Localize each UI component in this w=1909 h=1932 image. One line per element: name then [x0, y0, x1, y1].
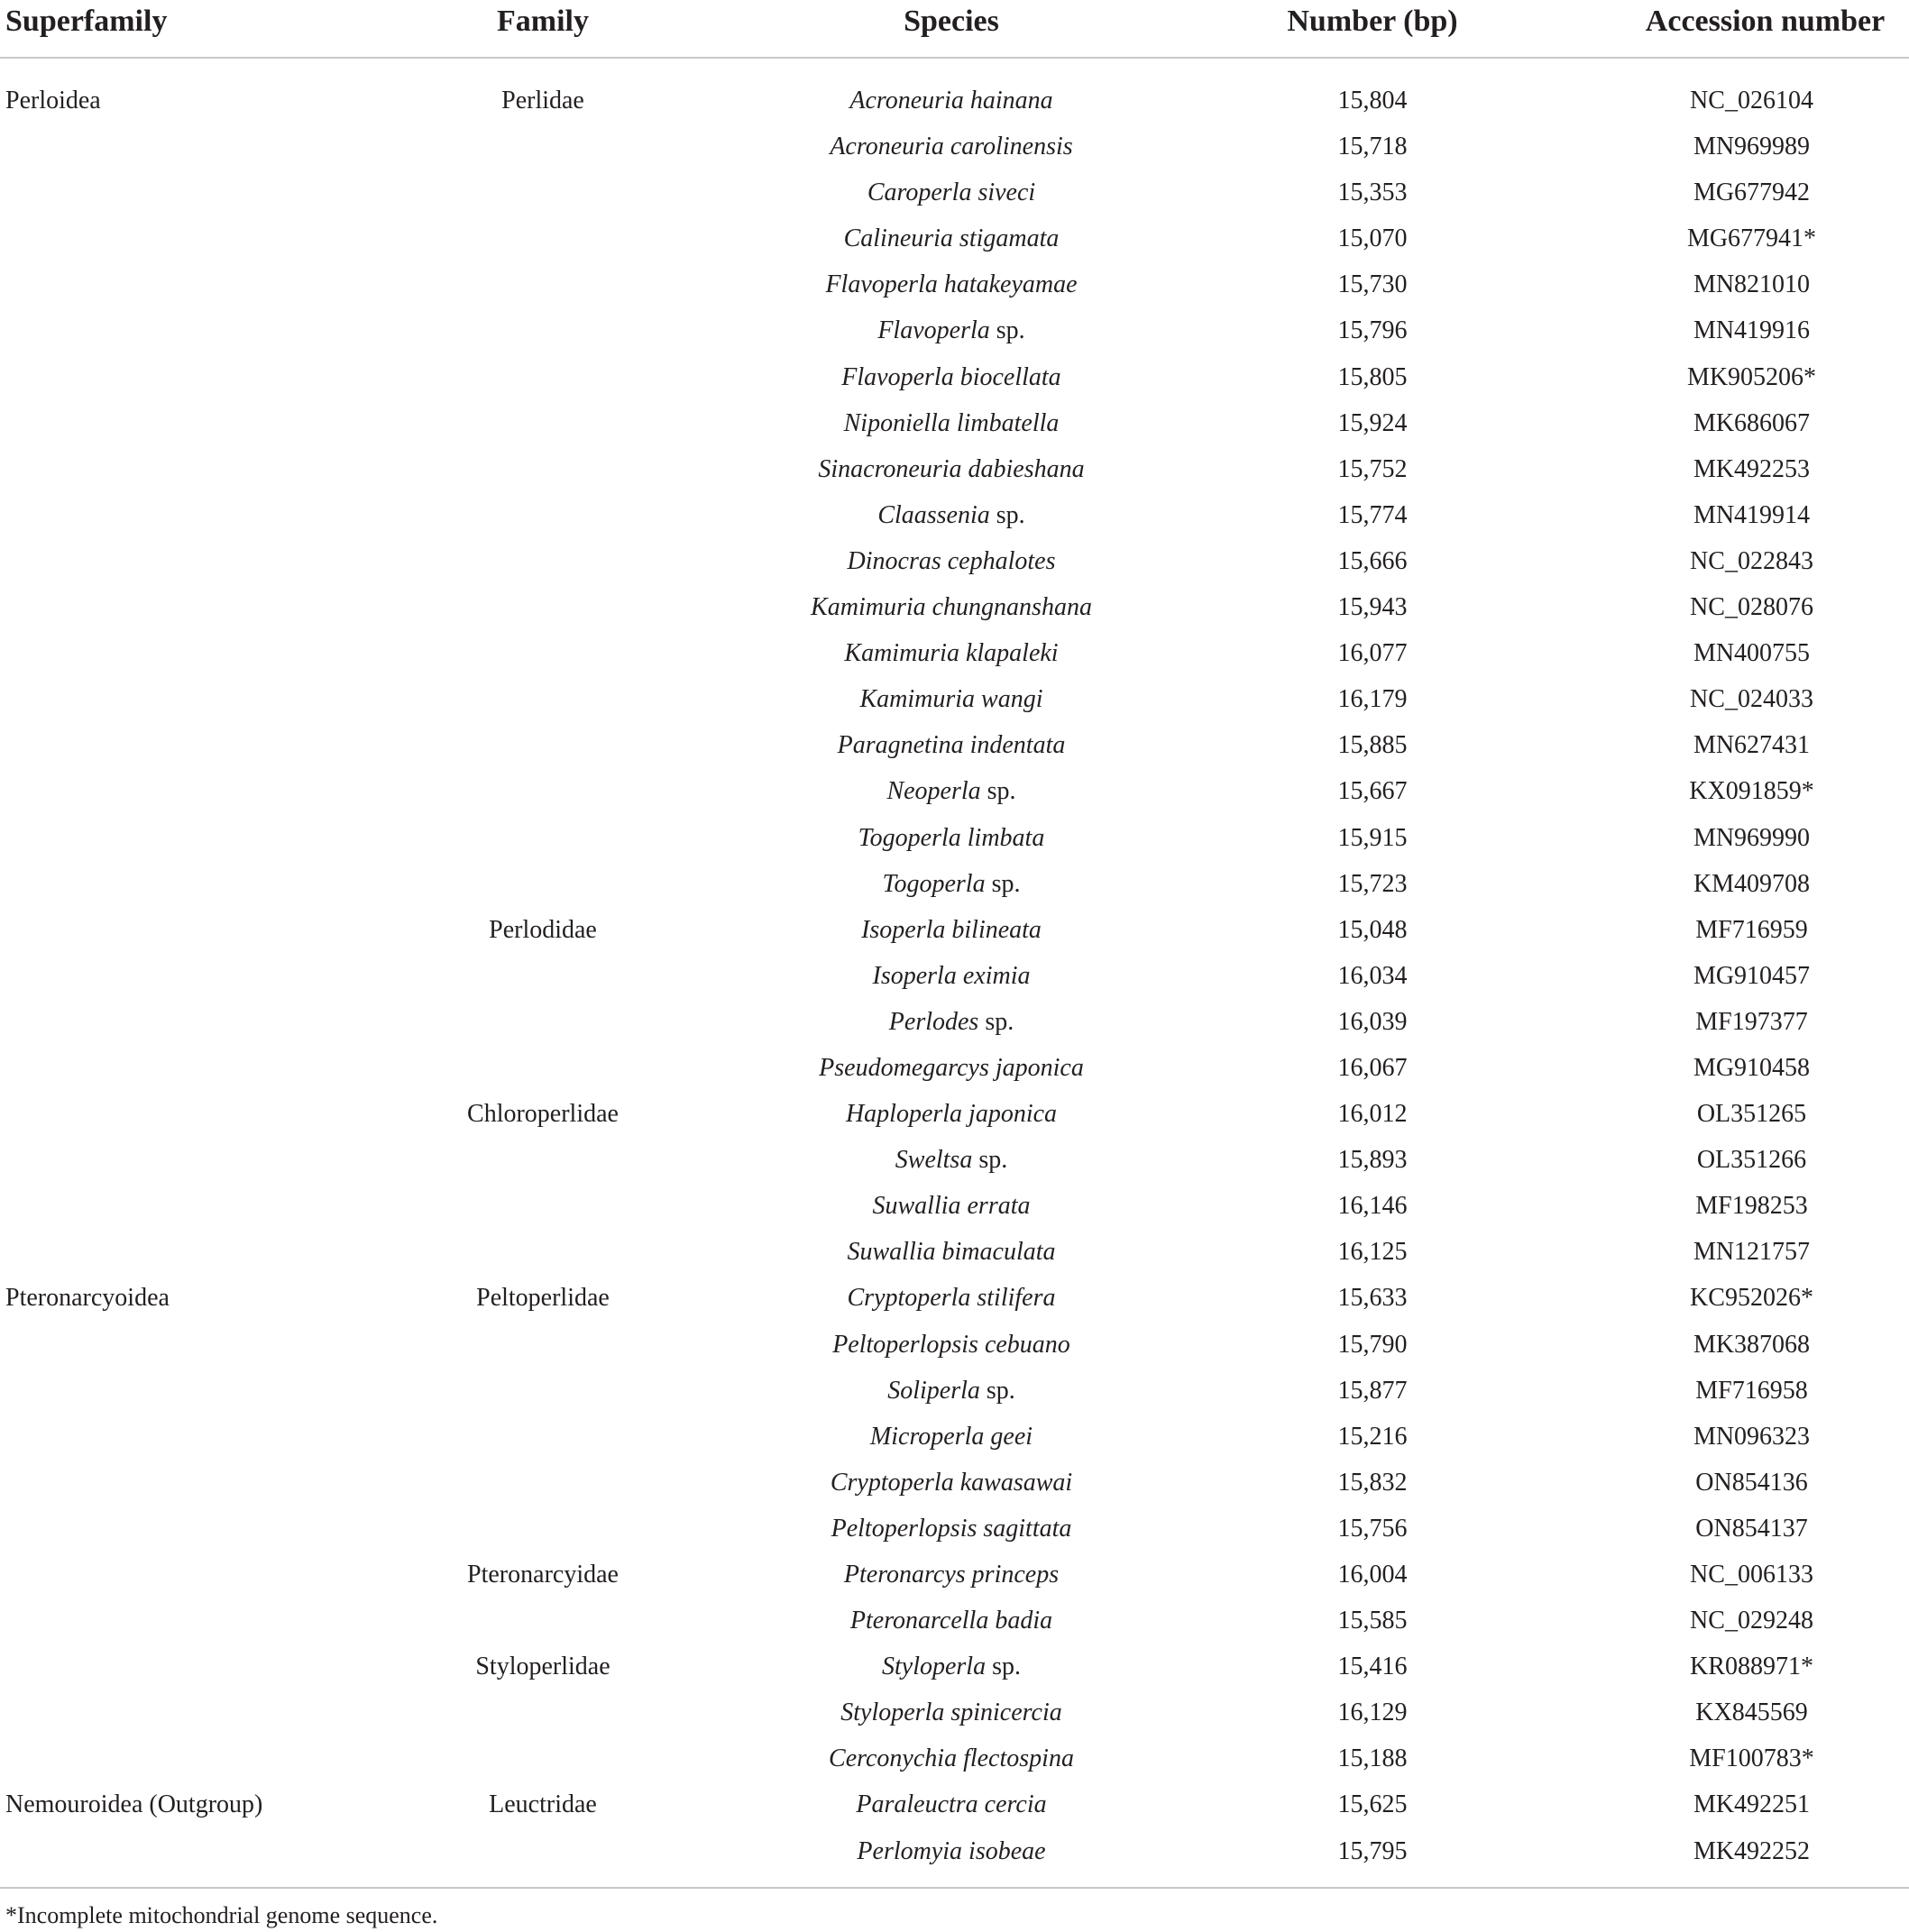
table-row — [0, 676, 1909, 722]
cell-number-bp: 16,004 — [1337, 1561, 1408, 1589]
species-name: Isoperla eximia — [872, 961, 1031, 990]
cell-accession: NC_029248 — [1690, 1607, 1813, 1635]
cell-accession: MN969990 — [1693, 823, 1811, 852]
cell-species — [752, 169, 1151, 215]
cell-accession: OL351266 — [1696, 1146, 1807, 1175]
cell-accession: KX845569 — [1695, 1699, 1808, 1727]
table-row — [0, 1322, 1909, 1368]
table-row — [0, 630, 1909, 676]
cell-number-bp: 15,216 — [1337, 1422, 1408, 1451]
cell-species — [752, 815, 1151, 861]
species-suffix: sp. — [979, 1376, 1015, 1405]
species-name: Sweltsa — [895, 1146, 973, 1175]
cell-number-bp: 15,666 — [1337, 546, 1408, 575]
cell-accession: MF197377 — [1695, 1007, 1808, 1036]
cell-number-bp: 15,625 — [1337, 1790, 1408, 1819]
table-row — [0, 1091, 1909, 1137]
cell-species — [752, 1414, 1151, 1460]
cell-accession: MK686067 — [1693, 408, 1811, 437]
species-name: Neoperla — [886, 777, 981, 806]
species-name: Perlodes — [888, 1007, 979, 1036]
table-row — [0, 1689, 1909, 1735]
cell-accession: MN400755 — [1693, 639, 1811, 668]
cell-species — [752, 1045, 1151, 1091]
species-suffix: sp. — [989, 500, 1025, 529]
table-row — [0, 1368, 1909, 1414]
cell-accession: MG677941* — [1686, 224, 1817, 253]
cell-accession: MK492253 — [1693, 454, 1811, 483]
species-suffix: sp. — [986, 1653, 1021, 1681]
species-name: Haploperla japonica — [845, 1100, 1058, 1129]
cell-accession: NC_028076 — [1690, 593, 1813, 622]
cell-species — [752, 1828, 1151, 1874]
cell-accession: NC_022843 — [1690, 546, 1813, 575]
cell-species — [752, 722, 1151, 768]
cell-species — [752, 261, 1151, 307]
cell-family: Perlodidae — [489, 915, 597, 944]
table-row — [0, 78, 1909, 124]
species-name: Flavoperla biocellata — [841, 362, 1061, 391]
cell-accession: MK905206* — [1686, 362, 1817, 391]
header-family: Family — [497, 5, 589, 38]
cell-number-bp: 16,146 — [1337, 1192, 1408, 1221]
cell-number-bp: 15,790 — [1337, 1330, 1408, 1359]
cell-species — [752, 1598, 1151, 1644]
header-number: Number (bp) — [1287, 5, 1458, 38]
cell-family: Pteronarcyidae — [467, 1561, 619, 1589]
table-row — [0, 1598, 1909, 1644]
cell-species — [752, 1091, 1151, 1137]
species-name: Claassenia — [877, 500, 990, 529]
species-name: Pseudomegarcys japonica — [819, 1053, 1084, 1082]
cell-accession: MF716959 — [1695, 915, 1808, 944]
cell-species — [752, 538, 1151, 584]
cell-accession: ON854136 — [1695, 1468, 1808, 1497]
cell-superfamily: Pteronarcyoidea — [5, 1284, 170, 1313]
species-name: Flavoperla — [877, 316, 990, 345]
species-name: Isoperla bilineata — [861, 915, 1042, 944]
cell-species — [752, 1735, 1151, 1781]
cell-species — [752, 1137, 1151, 1183]
header-species: Species — [904, 5, 999, 38]
species-name: Calineuria stigamata — [843, 224, 1060, 253]
header-accession: Accession number — [1645, 5, 1886, 38]
cell-species — [752, 1506, 1151, 1552]
species-name: Styloperla spinicercia — [840, 1699, 1062, 1727]
species-suffix: sp. — [985, 869, 1021, 898]
cell-superfamily: Perloidea — [5, 87, 101, 114]
species-suffix: sp. — [978, 1007, 1014, 1036]
cell-species — [752, 861, 1151, 907]
cell-species — [752, 1460, 1151, 1506]
cell-number-bp: 15,804 — [1337, 87, 1408, 114]
cell-number-bp: 16,067 — [1337, 1053, 1408, 1082]
species-name: Togoperla limbata — [858, 823, 1045, 852]
cell-number-bp: 15,877 — [1337, 1376, 1408, 1405]
table-row — [0, 953, 1909, 999]
cell-number-bp: 15,796 — [1337, 316, 1408, 345]
cell-accession: KC952026* — [1690, 1284, 1813, 1313]
cell-species — [752, 1183, 1151, 1229]
cell-species — [752, 1368, 1151, 1414]
cell-accession: NC_006133 — [1690, 1561, 1813, 1589]
cell-superfamily: Nemouroidea (Outgroup) — [5, 1790, 263, 1819]
cell-accession: MN121757 — [1693, 1238, 1811, 1267]
cell-accession: MF716958 — [1695, 1376, 1808, 1405]
cell-number-bp: 15,832 — [1337, 1468, 1408, 1497]
species-name: Kamimuria wangi — [859, 685, 1043, 714]
cell-number-bp: 15,943 — [1337, 593, 1408, 622]
table-row — [0, 999, 1909, 1045]
cell-number-bp: 15,070 — [1337, 224, 1408, 253]
table-row — [0, 307, 1909, 353]
species-name: Paraleuctra cercia — [856, 1790, 1047, 1819]
cell-number-bp: 16,129 — [1337, 1699, 1408, 1727]
cell-family: Leuctridae — [489, 1790, 597, 1819]
cell-accession: NC_024033 — [1690, 685, 1813, 714]
table-row — [0, 1735, 1909, 1781]
cell-number-bp: 15,718 — [1337, 133, 1408, 161]
species-suffix: sp. — [980, 777, 1016, 806]
species-name: Microperla geei — [869, 1422, 1033, 1451]
cell-number-bp: 15,353 — [1337, 179, 1408, 207]
species-name: Pteronarcys princeps — [843, 1561, 1060, 1589]
table-header — [0, 0, 1909, 40]
header-divider — [0, 57, 1909, 59]
species-name: Niponiella limbatella — [843, 408, 1060, 437]
cell-family: Perlidae — [501, 87, 584, 114]
cell-number-bp: 15,893 — [1337, 1146, 1408, 1175]
cell-species — [752, 630, 1151, 676]
cell-accession: MN419916 — [1693, 316, 1811, 345]
cell-number-bp: 16,039 — [1337, 1007, 1408, 1036]
cell-species — [752, 1229, 1151, 1275]
species-name: Peltoperlopsis cebuano — [832, 1330, 1070, 1359]
cell-accession: MN969989 — [1693, 133, 1811, 161]
cell-species — [752, 446, 1151, 492]
species-name: Dinocras cephalotes — [847, 546, 1056, 575]
cell-number-bp: 15,805 — [1337, 362, 1408, 391]
cell-accession: MF100783* — [1689, 1744, 1814, 1773]
header-superfamily: Superfamily — [5, 5, 168, 38]
species-name: Perlomyia isobeae — [857, 1836, 1046, 1865]
cell-accession: KX091859* — [1689, 777, 1814, 806]
table-row — [0, 907, 1909, 953]
cell-species — [752, 1552, 1151, 1598]
cell-accession: MK492251 — [1693, 1790, 1811, 1819]
table-row — [0, 261, 1909, 307]
species-name: Togoperla — [882, 869, 986, 898]
cell-species — [752, 676, 1151, 722]
cell-species — [752, 400, 1151, 446]
species-name: Suwallia errata — [872, 1192, 1031, 1221]
cell-species — [752, 953, 1151, 999]
cell-species — [752, 907, 1151, 953]
cell-accession: MG677942 — [1693, 179, 1811, 207]
table-row — [0, 1781, 1909, 1827]
table-row — [0, 584, 1909, 630]
cell-accession: MN821010 — [1693, 270, 1811, 299]
species-name: Pteronarcella badia — [849, 1607, 1053, 1635]
cell-number-bp: 15,795 — [1337, 1836, 1408, 1865]
table-row — [0, 169, 1909, 215]
cell-accession: MN627431 — [1693, 731, 1811, 760]
table-row — [0, 492, 1909, 538]
table-row — [0, 124, 1909, 169]
table-bottom-divider — [0, 1887, 1909, 1889]
cell-species — [752, 1689, 1151, 1735]
table-row — [0, 215, 1909, 261]
cell-number-bp: 15,416 — [1337, 1653, 1408, 1681]
table-row — [0, 861, 1909, 907]
table-row — [0, 1460, 1909, 1506]
table-row — [0, 354, 1909, 400]
species-name: Acroneuria hainana — [849, 87, 1053, 114]
cell-species — [752, 1322, 1151, 1368]
species-name: Peltoperlopsis sagittata — [831, 1514, 1072, 1543]
cell-species — [752, 584, 1151, 630]
species-name: Paragnetina indentata — [837, 731, 1066, 760]
table-row — [0, 1644, 1909, 1689]
cell-species — [752, 768, 1151, 814]
species-name: Acroneuria carolinensis — [830, 133, 1073, 161]
table-row — [0, 538, 1909, 584]
cell-species — [752, 999, 1151, 1045]
cell-species — [752, 1781, 1151, 1827]
cell-species — [752, 124, 1151, 169]
cell-number-bp: 15,756 — [1337, 1514, 1408, 1543]
table-row — [0, 768, 1909, 814]
species-name: Sinacroneuria dabieshana — [818, 454, 1085, 483]
cell-accession: KR088971* — [1690, 1653, 1813, 1681]
table-row — [0, 1506, 1909, 1552]
cell-number-bp: 16,077 — [1337, 639, 1408, 668]
species-name: Suwallia bimaculata — [847, 1238, 1056, 1267]
table-row — [0, 1137, 1909, 1183]
cell-accession: MN096323 — [1693, 1422, 1811, 1451]
cell-number-bp: 15,188 — [1337, 1744, 1408, 1773]
cell-number-bp: 15,723 — [1337, 869, 1408, 898]
table-row — [0, 1275, 1909, 1321]
cell-family: Styloperlidae — [475, 1653, 610, 1681]
cell-number-bp: 15,633 — [1337, 1284, 1408, 1313]
cell-species — [752, 354, 1151, 400]
cell-species — [752, 492, 1151, 538]
cell-accession: NC_026104 — [1690, 87, 1813, 114]
cell-accession: ON854137 — [1695, 1514, 1808, 1543]
species-suffix: sp. — [989, 316, 1025, 345]
cell-species — [752, 78, 1151, 124]
cell-number-bp: 15,048 — [1337, 915, 1408, 944]
cell-accession: MG910458 — [1693, 1053, 1811, 1082]
cell-number-bp: 15,885 — [1337, 731, 1408, 760]
species-name: Styloperla — [882, 1653, 987, 1681]
cell-family: Chloroperlidae — [467, 1100, 619, 1129]
cell-number-bp: 16,034 — [1337, 961, 1408, 990]
cell-number-bp: 16,179 — [1337, 685, 1408, 714]
cell-accession: MG910457 — [1693, 961, 1811, 990]
cell-number-bp: 15,667 — [1337, 777, 1408, 806]
table-body — [0, 78, 1909, 1874]
cell-number-bp: 15,730 — [1337, 270, 1408, 299]
species-name: Caroperla siveci — [867, 179, 1036, 207]
table-row — [0, 722, 1909, 768]
table-row — [0, 1183, 1909, 1229]
species-name: Flavoperla hatakeyamae — [825, 270, 1078, 299]
cell-number-bp: 16,012 — [1337, 1100, 1408, 1129]
species-name: Soliperla — [887, 1376, 980, 1405]
cell-accession: KM409708 — [1693, 869, 1811, 898]
table-row — [0, 400, 1909, 446]
table-row — [0, 1045, 1909, 1091]
cell-number-bp: 15,915 — [1337, 823, 1408, 852]
table-row — [0, 1828, 1909, 1874]
cell-accession: MK492252 — [1693, 1836, 1811, 1865]
table-footnote: *Incomplete mitochondrial genome sequence. — [5, 1902, 438, 1928]
cell-accession: MN419914 — [1693, 500, 1811, 529]
cell-accession: OL351265 — [1696, 1100, 1807, 1129]
table-row — [0, 446, 1909, 492]
cell-species — [752, 307, 1151, 353]
species-name: Kamimuria chungnanshana — [811, 593, 1092, 622]
species-name: Cryptoperla kawasawai — [830, 1468, 1073, 1497]
cell-number-bp: 15,752 — [1337, 454, 1408, 483]
cell-accession: MK387068 — [1693, 1330, 1811, 1359]
table-row — [0, 1552, 1909, 1598]
species-name: Kamimuria klapaleki — [844, 639, 1059, 668]
cell-species — [752, 1644, 1151, 1689]
cell-family: Peltoperlidae — [476, 1284, 610, 1313]
species-suffix: sp. — [972, 1146, 1008, 1175]
table-row — [0, 1229, 1909, 1275]
table-row — [0, 815, 1909, 861]
cell-number-bp: 15,585 — [1337, 1607, 1408, 1635]
cell-number-bp: 16,125 — [1337, 1238, 1408, 1267]
table-row — [0, 1414, 1909, 1460]
cell-number-bp: 15,924 — [1337, 408, 1408, 437]
species-name: Cerconychia flectospina — [829, 1744, 1074, 1773]
cell-species — [752, 215, 1151, 261]
cell-species — [752, 1275, 1151, 1321]
cell-number-bp: 15,774 — [1337, 500, 1408, 529]
species-name: Cryptoperla stilifera — [847, 1284, 1056, 1313]
cell-accession: MF198253 — [1695, 1192, 1808, 1221]
